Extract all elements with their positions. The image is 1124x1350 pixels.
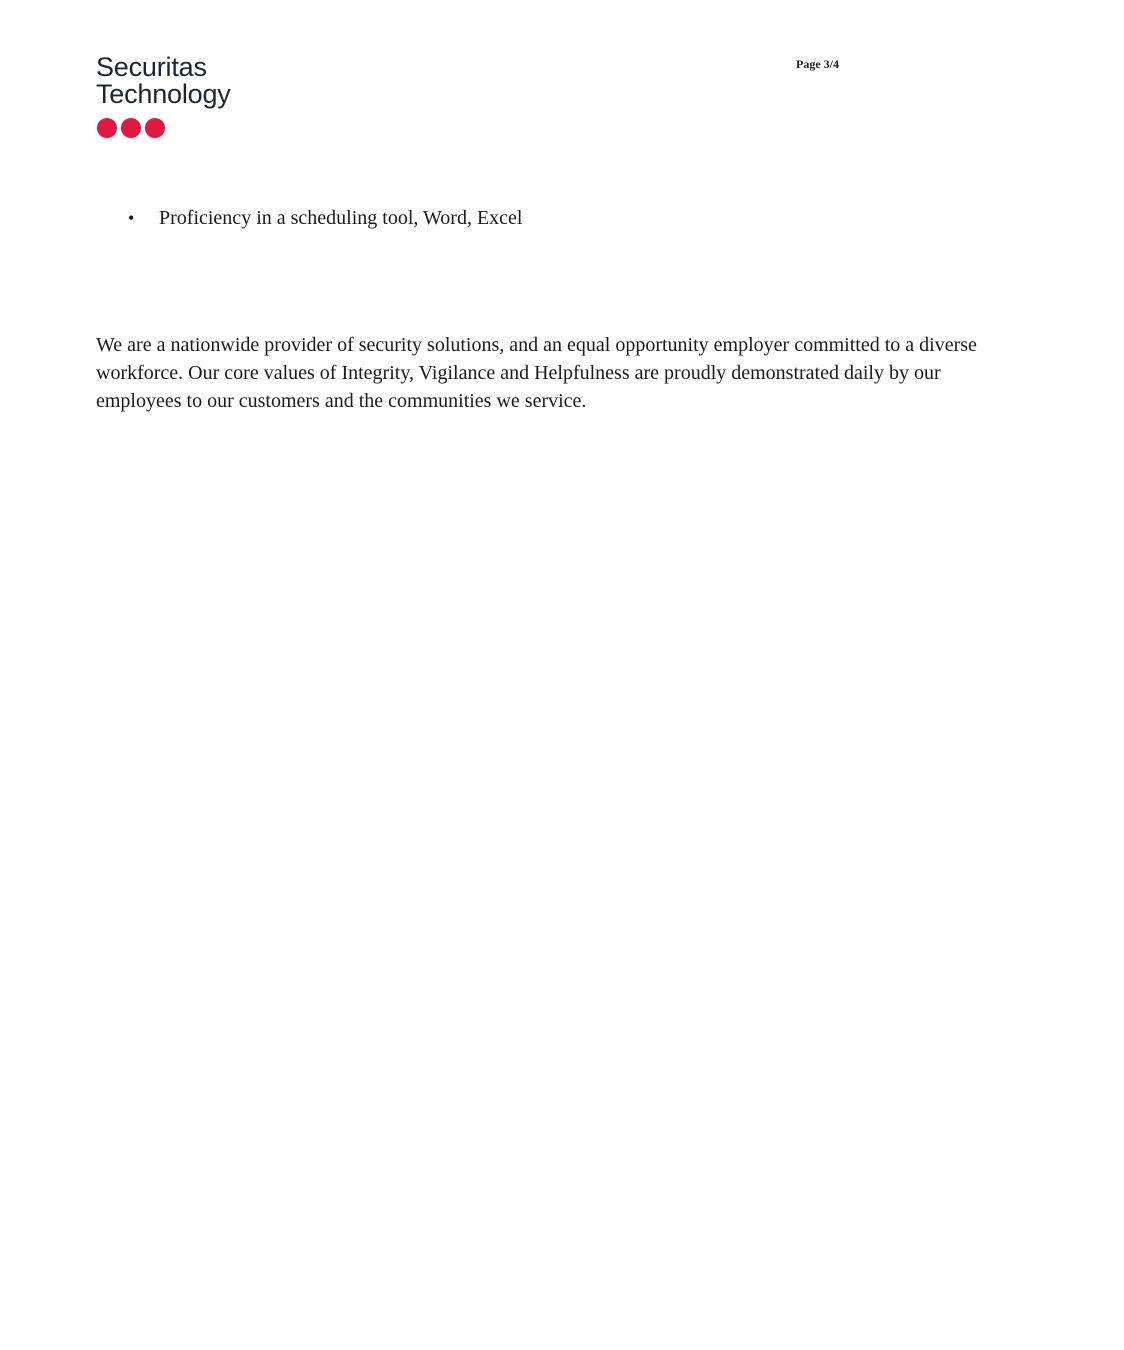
company-statement-paragraph: We are a nationwide provider of security solutions, and an equal opportunity employer committed to a diverse workforce. Our core values of Integrity, Vigilance and Helpfulness are proudly demonstrated daily by our employees to our customers and the communities we service. <box>96 334 977 412</box>
list-item <box>124 204 523 232</box>
bullet-list <box>124 204 523 232</box>
company-logo <box>96 54 266 138</box>
logo-dot-icon <box>145 118 165 138</box>
bullet-icon: • <box>128 208 135 228</box>
page-number: Page 3/4 <box>796 57 839 71</box>
logo-dot-icon <box>97 118 117 138</box>
bullet-text: Proficiency in a scheduling tool, Word, Excel <box>159 207 523 229</box>
logo-dot-icon <box>121 118 141 138</box>
logo-text-line2: Technology <box>96 79 231 109</box>
logo-text-line1: Securitas <box>96 52 207 82</box>
logo-dots <box>97 118 266 138</box>
